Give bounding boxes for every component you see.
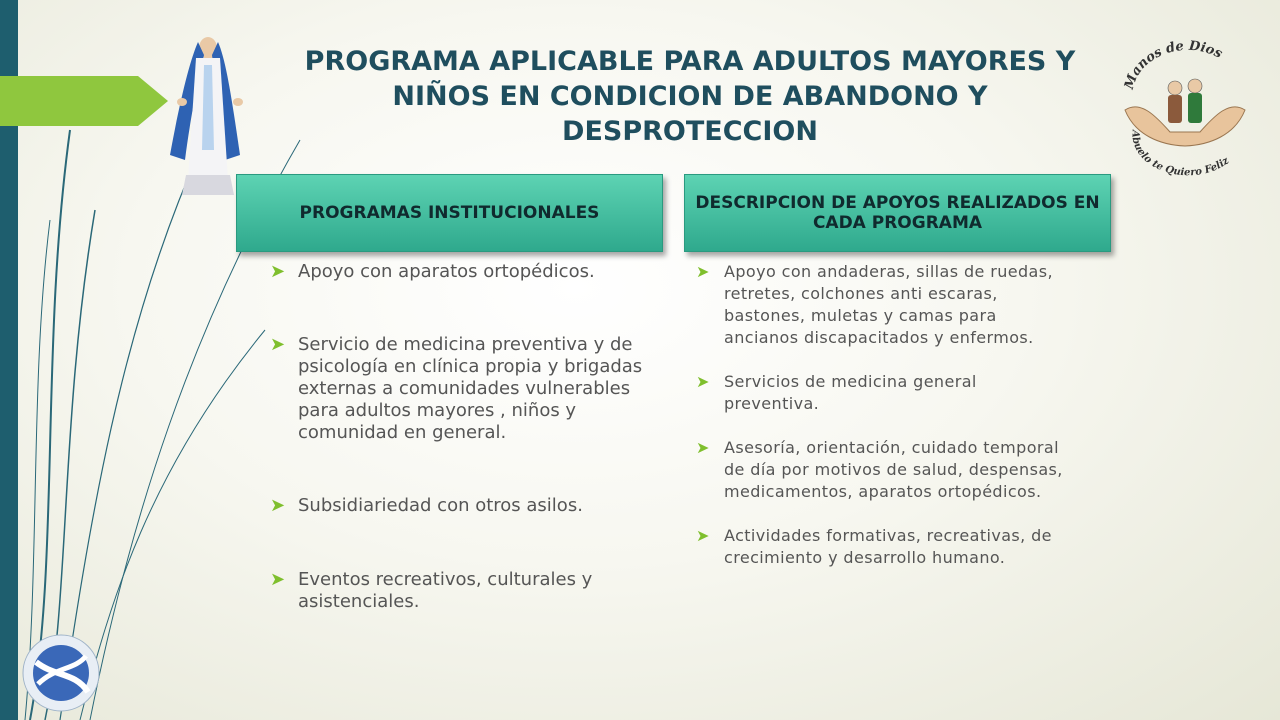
- list-item-text: Actividades formativas, recreativas, de crecimiento y desarrollo humano.: [724, 526, 1052, 567]
- slide-title: PROGRAMA APLICABLE PARA ADULTOS MAYORES Y NIÑOS EN CONDICION DE ABANDONO Y DESPROTECCION: [304, 46, 1076, 147]
- arrow-bullet-icon: ➤: [270, 569, 286, 590]
- list-item-text: Eventos recreativos, culturales y asistenciales.: [298, 569, 593, 612]
- list-item-text: Subsidiariedad con otros asilos.: [298, 495, 583, 516]
- list-item: [696, 437, 1076, 503]
- list-item-text: Apoyo con aparatos ortopédicos.: [298, 261, 595, 282]
- arrow-bullet-icon: ➤: [696, 262, 710, 281]
- header-programas-institucionales: PROGRAMAS INSTITUCIONALES: [236, 174, 663, 252]
- arrow-bullet-icon: ➤: [270, 495, 286, 516]
- list-item-text: Asesoría, orientación, cuidado temporal de día por motivos de salud, despensas, medicamentos, aparatos ortopédicos.: [724, 438, 1063, 501]
- institution-globe-logo: [20, 632, 102, 714]
- list-item-text: Servicio de medicina preventiva y de psicología en clínica propia y brigadas externas a comunidades vulnerables para adultos mayores , niños y comunidad en general.: [298, 334, 643, 443]
- arrow-bullet-icon: ➤: [270, 261, 286, 282]
- programas-list: [270, 261, 668, 613]
- arrow-bullet-icon: ➤: [696, 372, 710, 391]
- list-item: [270, 334, 668, 444]
- list-item: [696, 261, 1076, 349]
- list-item: [696, 371, 1076, 415]
- manos-de-dios-logo: [1115, 40, 1255, 185]
- list-item: [270, 569, 668, 613]
- arrow-bullet-icon: ➤: [696, 526, 710, 545]
- list-item-text: Servicios de medicina general preventiva.: [724, 372, 977, 413]
- list-item-text: Apoyo con andaderas, sillas de ruedas, retretes, colchones anti escaras, bastones, muletas y camas para ancianos discapacitados y enfermos.: [724, 262, 1053, 347]
- descripcion-list: [696, 261, 1076, 569]
- arrow-bullet-icon: ➤: [696, 438, 710, 457]
- list-item: [270, 261, 668, 283]
- green-arrow-banner: [0, 76, 168, 126]
- virgin-mary-image: [160, 30, 250, 198]
- list-item: [270, 495, 668, 517]
- list-item: [696, 525, 1076, 569]
- header-descripcion-apoyos: DESCRIPCION DE APOYOS REALIZADOS EN CADA PROGRAMA: [684, 174, 1111, 252]
- logo-top-text: Manos de Dios: [1121, 40, 1225, 92]
- logo-bottom-text: Abuelo te Quiero Feliz: [1129, 129, 1232, 179]
- arrow-bullet-icon: ➤: [270, 334, 286, 355]
